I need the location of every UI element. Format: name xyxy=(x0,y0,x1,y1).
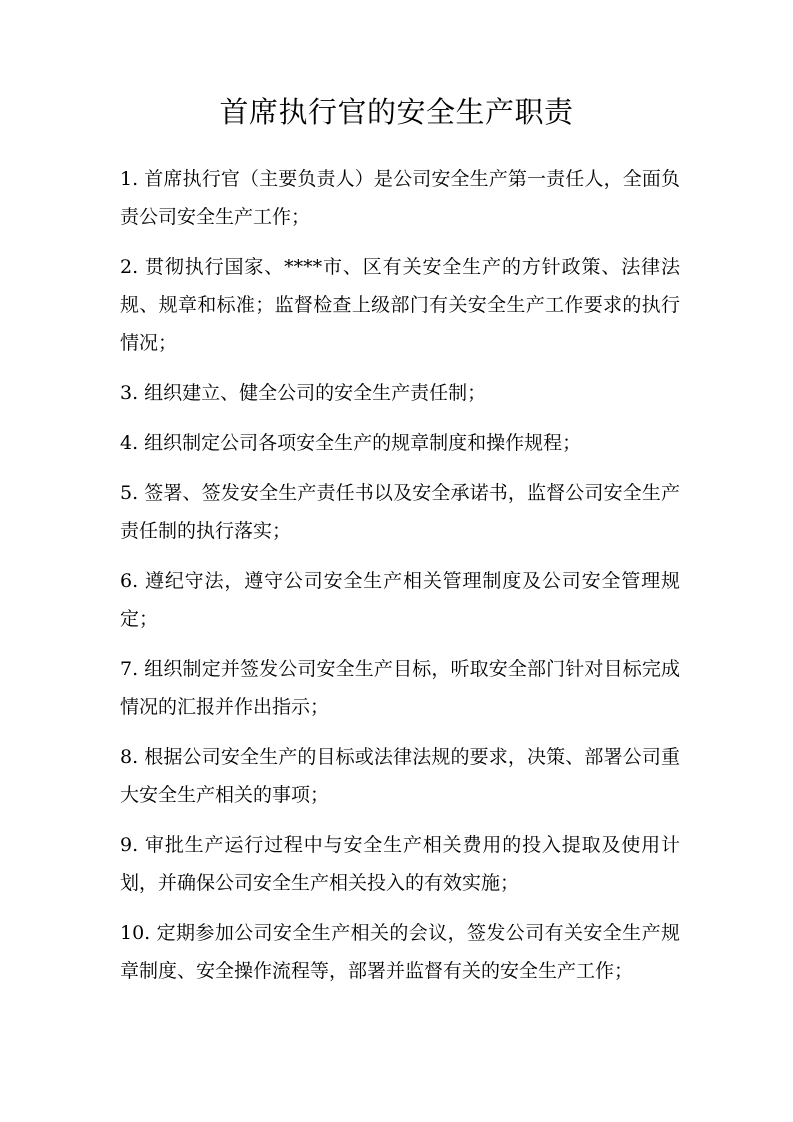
item-number: 7. xyxy=(120,658,139,680)
list-item xyxy=(120,474,680,550)
item-text: 审批生产运行过程中与安全生产相关费用的投入提取及使用计划，并确保公司安全生产相关投入的有效实施； xyxy=(120,834,680,894)
item-number: 6. xyxy=(120,570,139,592)
list-item xyxy=(120,738,680,814)
list-item xyxy=(120,374,680,412)
item-text: 首席执行官（主要负责人）是公司安全生产第一责任人，全面负责公司安全生产工作； xyxy=(120,168,680,228)
list-item xyxy=(120,562,680,638)
item-number: 4. xyxy=(120,432,139,454)
list-item xyxy=(120,826,680,902)
item-number: 10. xyxy=(120,922,151,944)
item-number: 3. xyxy=(120,382,139,404)
list-item xyxy=(120,160,680,236)
document-title: 首席执行官的安全生产职责 xyxy=(219,95,574,129)
list-item xyxy=(120,424,680,462)
item-number: 1. xyxy=(120,168,139,190)
list-item xyxy=(120,248,680,362)
item-number: 5. xyxy=(120,482,139,504)
item-text: 组织制定公司各项安全生产的规章制度和操作规程； xyxy=(144,432,582,454)
item-number: 2. xyxy=(120,256,139,278)
item-text: 签署、签发安全生产责任书以及安全承诺书，监督公司安全生产责任制的执行落实； xyxy=(120,482,680,542)
list-item xyxy=(120,914,680,990)
duty-list xyxy=(120,160,680,1002)
item-number: 9. xyxy=(120,834,139,856)
list-item xyxy=(120,650,680,726)
item-text: 根据公司安全生产的目标或法律法规的要求，决策、部署公司重大安全生产相关的事项； xyxy=(120,746,680,806)
item-text: 定期参加公司安全生产相关的会议，签发公司有关安全生产规章制度、安全操作流程等，部署并监督有关的安全生产工作； xyxy=(120,922,680,982)
item-text: 组织建立、健全公司的安全生产责任制； xyxy=(144,382,487,404)
item-text: 遵纪守法，遵守公司安全生产相关管理制度及公司安全管理规定； xyxy=(120,570,680,630)
item-number: 8. xyxy=(120,746,139,768)
item-text: 组织制定并签发公司安全生产目标，听取安全部门针对目标完成情况的汇报并作出指示； xyxy=(120,658,680,718)
item-text: 贯彻执行国家、****市、区有关安全生产的方针政策、法律法规、规章和标准；监督检查上级部门有关安全生产工作要求的执行情况； xyxy=(120,256,680,354)
